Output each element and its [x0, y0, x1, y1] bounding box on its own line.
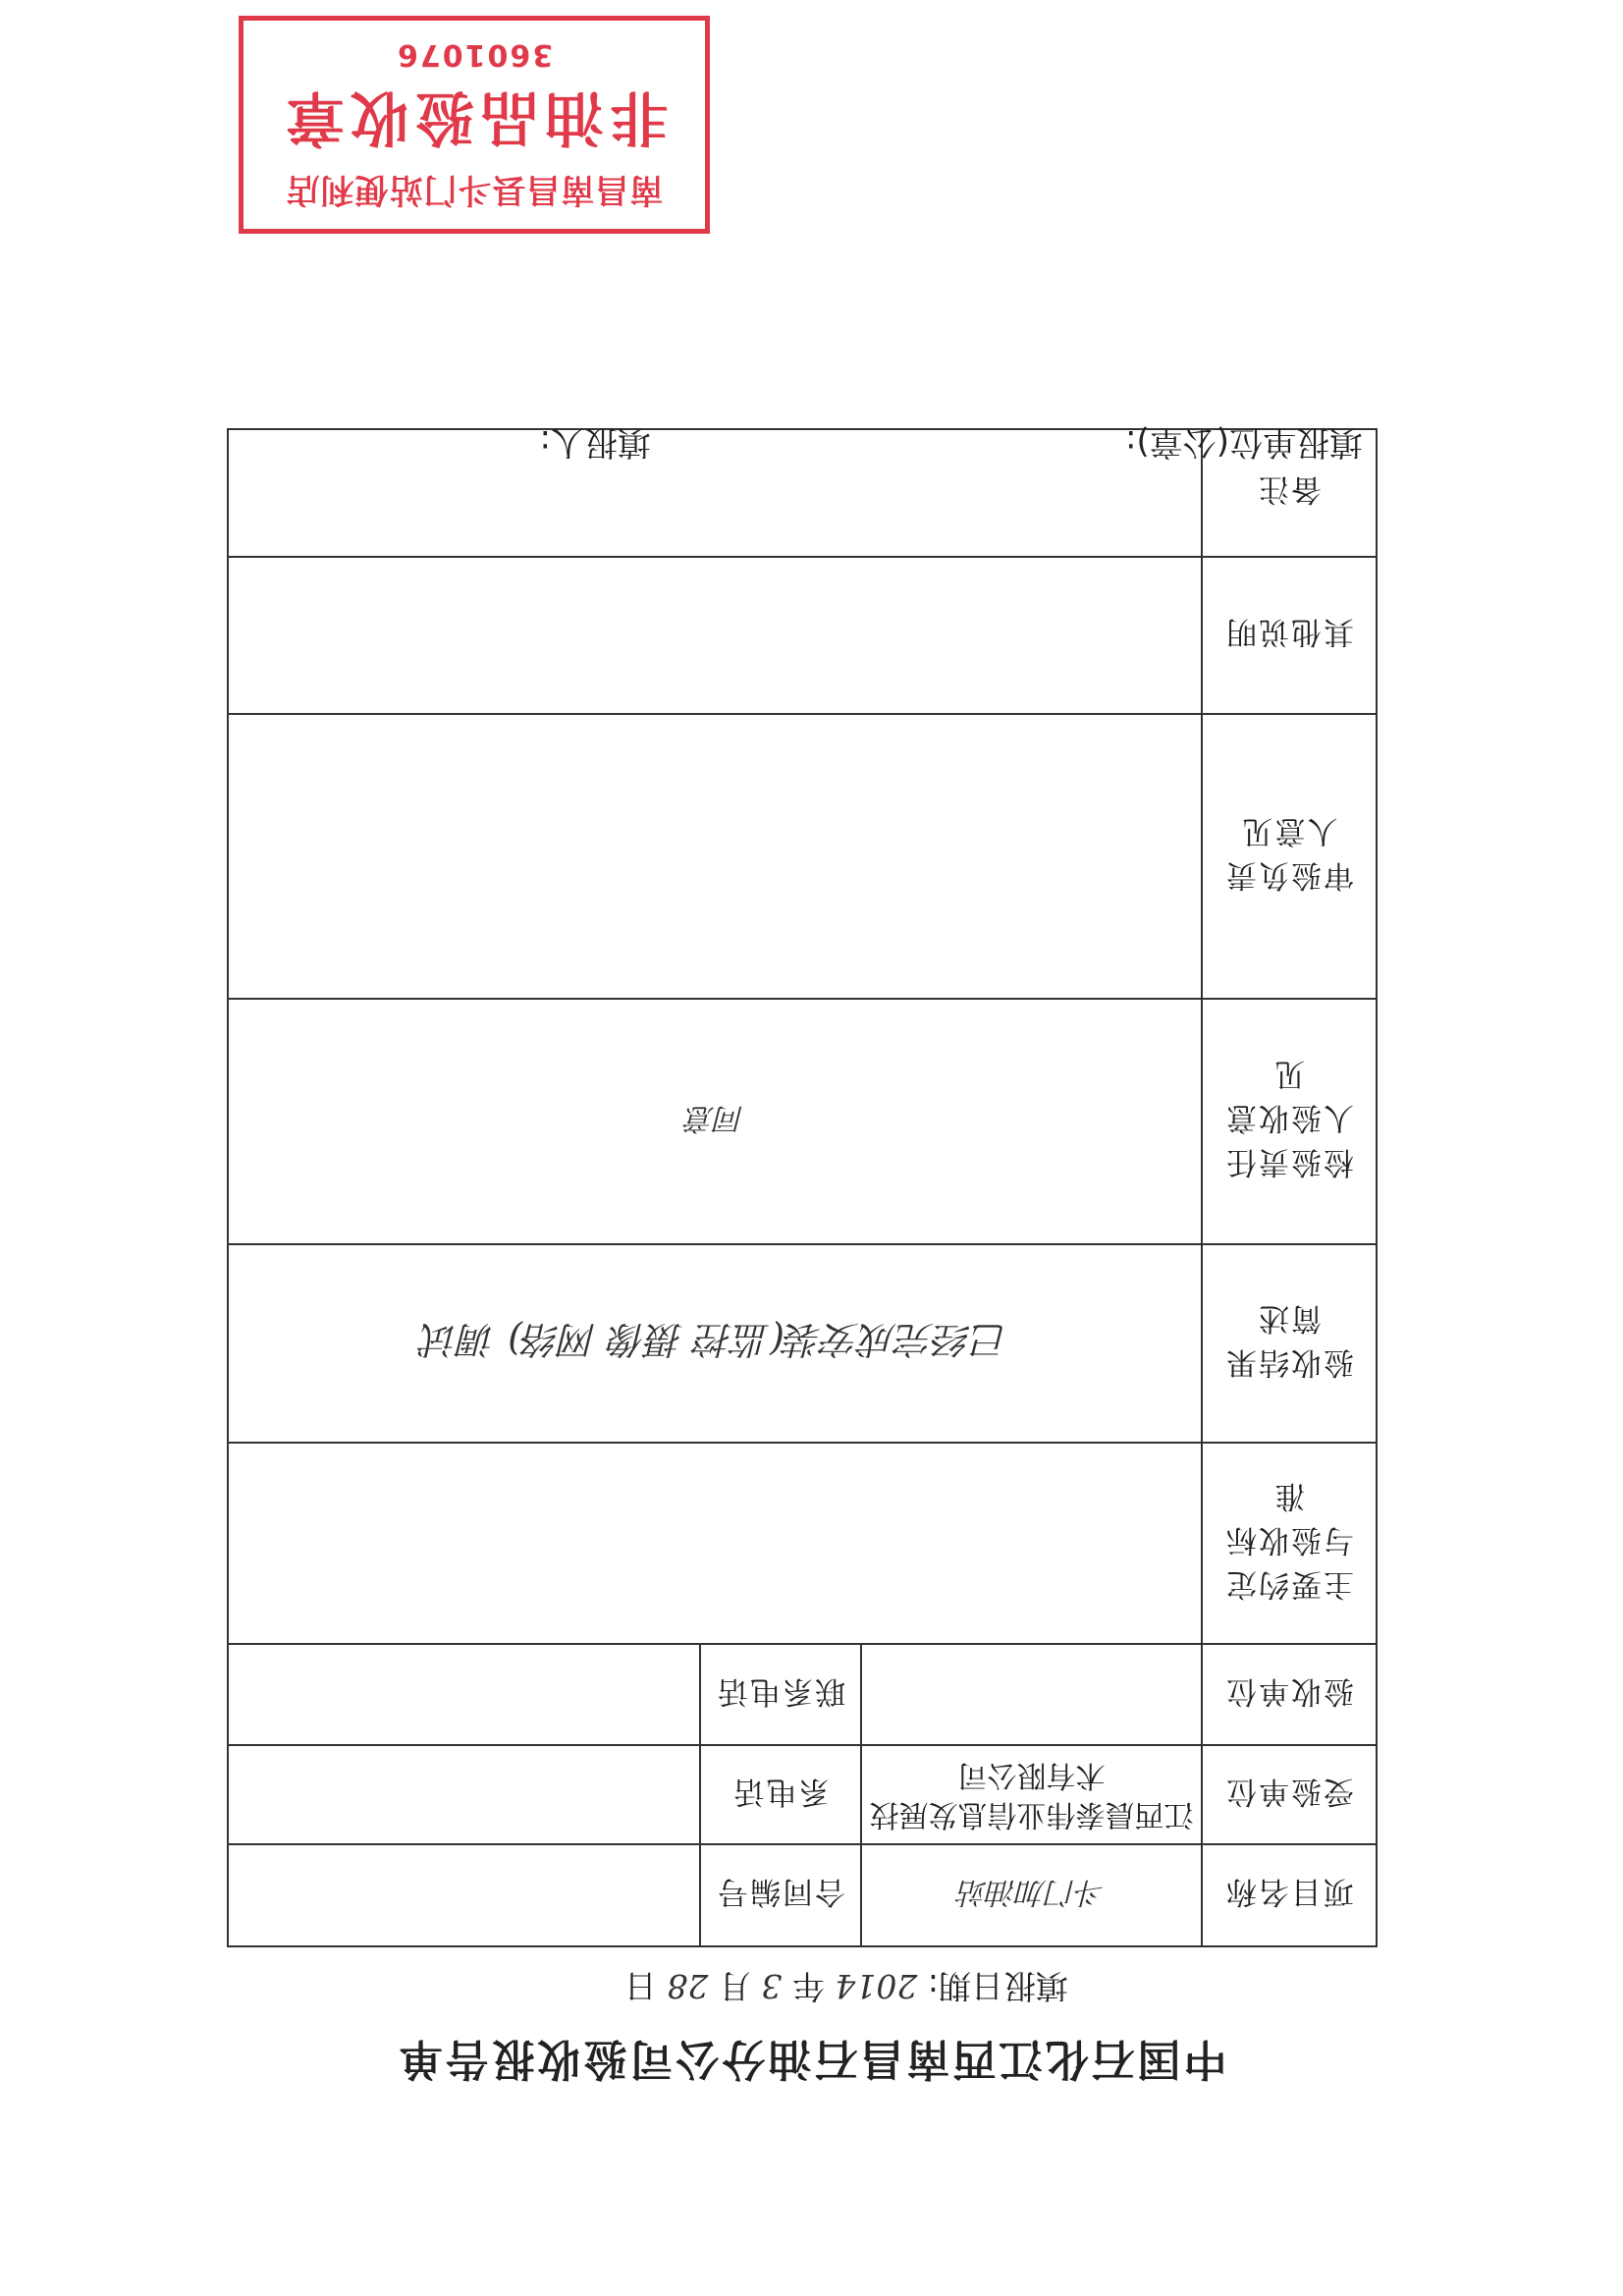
remarks-value	[228, 429, 1202, 557]
acceptance-form-table	[227, 428, 1378, 1947]
table-row	[228, 999, 1377, 1244]
acceptor-phone-label: 联系电话	[700, 1644, 861, 1745]
standard-label: 主要约定与验收标准	[1202, 1443, 1377, 1644]
acceptor-unit-value	[861, 1644, 1202, 1745]
result-value: 已经完成安装(监控 摄像 网络) 调试	[228, 1244, 1202, 1443]
stamp-station-name: 南昌南昌县斗门站便利店	[285, 170, 664, 209]
supplier-unit-label: 受验单位	[1202, 1745, 1377, 1844]
table-row	[228, 1644, 1377, 1745]
stamp-title: 非油品验收章	[280, 82, 669, 151]
result-label: 验收结果简述	[1202, 1244, 1377, 1443]
standard-value	[228, 1443, 1202, 1644]
checker-opinion-label: 检验责任人验收意见	[1202, 999, 1377, 1244]
fill-date-day: 28	[667, 1967, 709, 2005]
fill-date-month: 3	[761, 1967, 783, 2005]
fill-date-year: 2014	[835, 1967, 918, 2005]
other-notes-label: 其他说明	[1202, 557, 1377, 714]
filing-person-label: 填报人:	[539, 422, 651, 462]
supplier-phone-value	[228, 1745, 700, 1844]
other-notes-value	[228, 557, 1202, 714]
acceptance-stamp	[239, 16, 710, 234]
project-name-label: 项目名称	[1202, 1844, 1377, 1946]
table-row	[228, 1745, 1377, 1844]
table-row	[228, 1443, 1377, 1644]
fill-date-month-label: 月	[718, 1967, 751, 2005]
table-row	[228, 557, 1377, 714]
table-row	[228, 1844, 1377, 1946]
fill-date-label: 填报日期:	[927, 1967, 1068, 2005]
fill-date	[624, 1965, 1068, 2011]
fill-date-day-label: 日	[623, 1967, 657, 2005]
reviewer-opinion-label: 审验负责人意见	[1202, 714, 1377, 999]
reviewer-opinion-value	[228, 714, 1202, 999]
table-row	[228, 1244, 1377, 1443]
table-row	[228, 714, 1377, 999]
checker-opinion-value: 同意	[228, 999, 1202, 1244]
acceptor-unit-label: 验收单位	[1202, 1644, 1377, 1745]
document-title: 中国石化江西南昌石油分公司验收报告单	[396, 2034, 1227, 2084]
filing-unit-label: 填报单位(公章):	[1125, 422, 1363, 462]
project-name-value: 斗门加油站	[861, 1844, 1202, 1946]
supplier-unit-value: 江西晨泰伟业信息发展技术有限公司	[861, 1745, 1202, 1844]
fill-date-year-label: 年	[791, 1967, 825, 2005]
remarks-label: 备注	[1202, 429, 1377, 557]
stamp-code: 3601076	[395, 37, 554, 72]
contract-number-value	[228, 1844, 700, 1946]
acceptor-phone-value	[228, 1644, 700, 1745]
supplier-phone-label: 系电话	[700, 1745, 861, 1844]
contract-number-label: 合同编号	[700, 1844, 861, 1946]
